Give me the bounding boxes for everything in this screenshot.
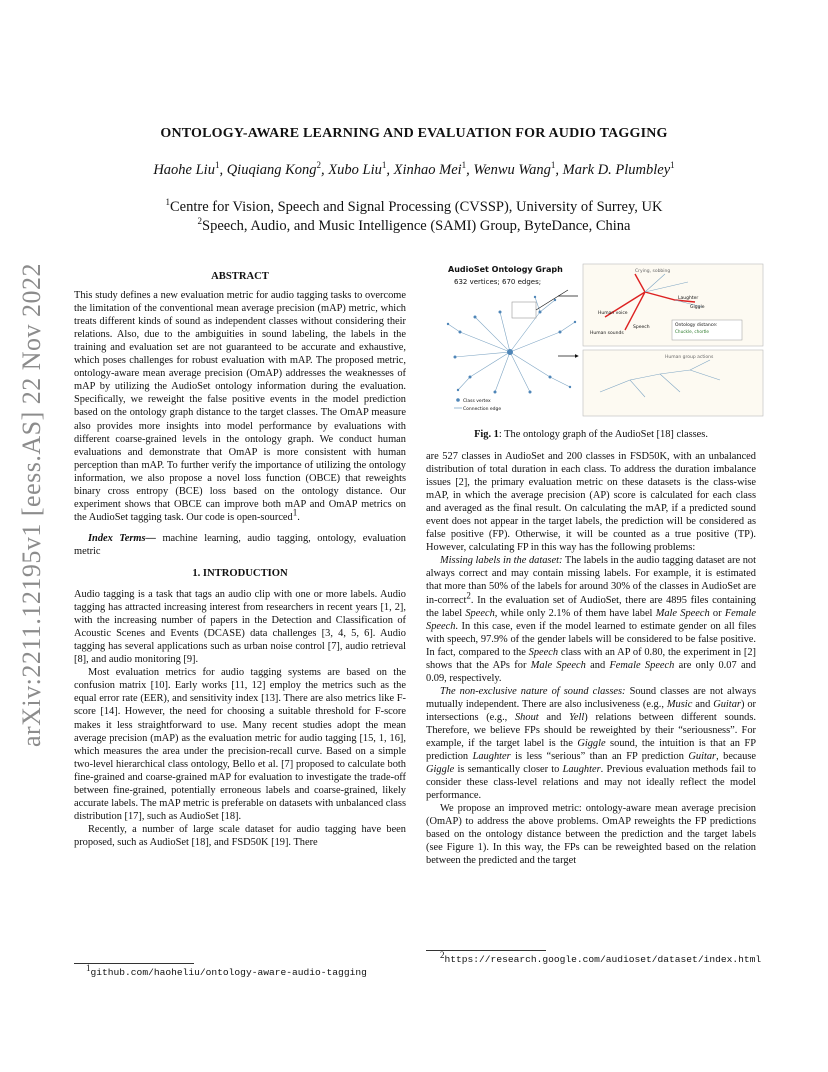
body-paragraph: are 527 classes in AudioSet and 200 classes in FSD50K, with an unbalanced distribution of total duration in each class. To address the duration imbalance issues [2], the primary evaluation metric on these datasets is the class-wise mAP, in which the average precision (AP) score is calculated for each class and averaged as the final result. On calculating the mAP, if a predicted sound event does not appear in the target labels, the prediction will be considered as false positive (FP). Otherwise, it will be counted as a true positive (TP). However, calculating FP in this way has the following problems: <box>426 451 756 554</box>
figure-subtitle: 632 vertices; 670 edges; <box>454 278 542 286</box>
body-paragraph: We propose an improved metric: ontology-aware mean average precision (OmAP) to address the above problems. OmAP reweights the FP predictions based on the ontology distance between the prediction and the target labels (see Figure 1). In this way, the FPs can be reweighted based on the relation between the predicted and the target <box>426 803 756 867</box>
label-human-voice: Human voice <box>598 311 628 316</box>
body-paragraph: Missing labels in the dataset: The labels in the audio tagging dataset are not always correct and may contain missing labels. For example, it is estimated that more than 50% of the labels for around 30% of the classes in AudioSet are in-correct$^2$. In the evaluation set of AudioSet, there are 4895 files containing the label Speech, while only 2.1% of them have label Male Speech or Female Speech. In this case, even if the model learned to estimate gender on all files with speech, 97.9% of the gender labels will be considered to be false positive. In fact, compared to the Speech class with an AP of 0.80, the experiment in [2] shows that the APs for Male Speech and Female Speech are only 0.07 and 0.09, respectively. <box>426 555 757 684</box>
intro-paragraph: Recently, a number of large scale dataset for audio tagging have been proposed, such as AudioSet [18], and FSD50K [19]. There <box>74 823 406 848</box>
label-giggle: Giggle <box>690 305 705 310</box>
body-paragraph: The non-exclusive nature of sound classes: Sound classes are not always mutually independent. There are also inclusiveness (e.g., Music and Guitar) or intersections (e.g., Shout and Yell) relations between different sounds. Therefore, we believe FPs should be reweighted by their “seriousness”. For example, if the target label is the Giggle sound, the intuition is that an FP prediction Laughter is less “serious” than an FP prediction Guitar, because Giggle is semantically closer to Laughter. Previous evaluation methods fail to consider these class-level relations and may not ideally reflect the model performance. <box>426 685 757 802</box>
label-laughter: Laughter <box>678 296 699 301</box>
footnote-2[interactable]: $^2$https://research.google.com/audioset/dataset/index.html <box>440 949 762 965</box>
right-column <box>426 450 756 868</box>
label-chuckle: Chuckle, chortle <box>675 329 709 334</box>
affiliations <box>0 198 828 236</box>
ontology-graph-figure <box>440 262 766 420</box>
arxiv-stamp <box>12 262 52 748</box>
paper-title: ONTOLOGY-AWARE LEARNING AND EVALUATION FOR AUDIO TAGGING <box>160 126 668 141</box>
author: Haohe Liu$^1$ <box>153 160 220 178</box>
index-terms: Index Terms— machine learning, audio tagging, ontology, evaluation metric <box>74 532 406 557</box>
abstract-heading: ABSTRACT <box>211 271 269 282</box>
author: Qiuqiang Kong$^2$ <box>226 160 322 178</box>
arxiv-id: arXiv:2211.12195v1 [eess.AS] 22 Nov 2022 <box>17 262 46 748</box>
author: Wenwu Wang$^1$ <box>473 160 556 178</box>
left-column <box>74 270 406 849</box>
label-crying: Crying, sobbing <box>635 269 671 274</box>
footnote-rule <box>74 963 194 964</box>
author: Mark D. Plumbley$^1$ <box>562 160 675 178</box>
affiliation: $^1$Centre for Vision, Speech and Signal Processing (CVSSP), University of Surrey, UK <box>165 197 663 215</box>
figure-caption: Fig. 1: The ontology graph of the AudioSet [18] classes. <box>474 429 708 440</box>
author: Xubo Liu$^1$ <box>328 160 387 178</box>
author: Xinhao Mei$^1$ <box>393 160 467 178</box>
legend-vertex: Class vertex <box>463 399 491 404</box>
legend-edge: Connection edge <box>463 407 502 412</box>
author-list: Haohe Liu$^1$, Qiuqiang Kong$^2$, Xubo Liu$^1$, Xinhao Mei$^1$, Wenwu Wang$^1$, Mark D. Plumbley$^1$ <box>153 160 675 178</box>
intro-heading: 1. INTRODUCTION <box>192 567 288 579</box>
graph-vertices <box>447 296 576 394</box>
label-ontology-distance: Ontology distance: <box>675 323 718 328</box>
figure-title: AudioSet Ontology Graph <box>448 265 563 274</box>
label-human-group: Human group actions <box>665 355 714 360</box>
label-human-sounds: Human sounds <box>590 331 624 336</box>
intro-paragraph: Audio tagging is a task that tags an audio clip with one or more labels. Audio tagging has attracted increasing interest from researchers in recent years [1, 2], with the increasing number of papers in the Detection and Classification of Acoustic Scenes and Events (DCASE) data challenges [3, 4, 5, 6]. Audio tagging has several applications such as urban noise control [7], audio retrieval [8], and audio monitoring [9]. <box>74 589 406 666</box>
graph-cluster <box>448 297 575 392</box>
affiliation: $^2$Speech, Audio, and Music Intelligence (SAMI) Group, ByteDance, China <box>197 216 631 234</box>
footnote-1[interactable]: $^1$github.com/haoheliu/ontology-aware-audio-tagging <box>86 962 367 978</box>
intro-paragraph: Most evaluation metrics for audio tagging systems are based on the confusion matrix [10]. Early works [11, 12] employ the metrics such as the equal error rate (EER), and sensitivity index [13]. There are also metrics like F-score [14]. However, the need for choosing a suitable threshold for F-score makes it less straightforward to use. Many recent studies adopt the mean average precision (mAP) as the evaluation metric for audio tagging [15, 1, 16], which measures the area under the precision-recall curve. Based on a simple two-level hierarchical class ontology, Bello et al. [7] proposed to calculate both fine-grained and coarse-grained mAP for evaluation to investigate the trade-off between fine-grained, potentially erroneous labels and coarse-grained, likely accurate labels. The mAP metric is preferable on datasets with unbalanced class distribution [17], such as AudioSet [18]. <box>74 667 406 822</box>
abstract-text: This study defines a new evaluation metric for audio tagging tasks to overcome the limitation of the conventional mean average precision (mAP) metric, which treats different kinds of sound as independent classes without considering their relations. Also, due to the ambiguities in sound labeling, the labels in the training and evaluation set are not guaranteed to be accurate and exhaustive, which poses challenges for robust evaluation with mAP. The proposed metric, ontology-aware mean average precision (OmAP) addresses the weaknesses of mAP by utilizing the AudioSet ontology information during the evaluation. Specifically, we reweight the false positive events in the model prediction based on the ontology graph distance to the target classes. The OmAP measure also provides more insights into model performance by evaluations with different coarse-grained levels in the ontology graph. We conduct human evaluations and demonstrate that OmAP is more consistent with human perception than mAP. To further verify the importance of utilizing the ontology information, we also propose a novel loss function (OBCE) that reweights binary cross entropy (BCE) loss based on the ontology distance. Our experiment shows that OBCE can improve both mAP and OmAP metrics on the AudioSet tagging task. Our code is open-sourced$^1$. <box>74 290 406 523</box>
label-speech: Speech <box>633 325 650 330</box>
